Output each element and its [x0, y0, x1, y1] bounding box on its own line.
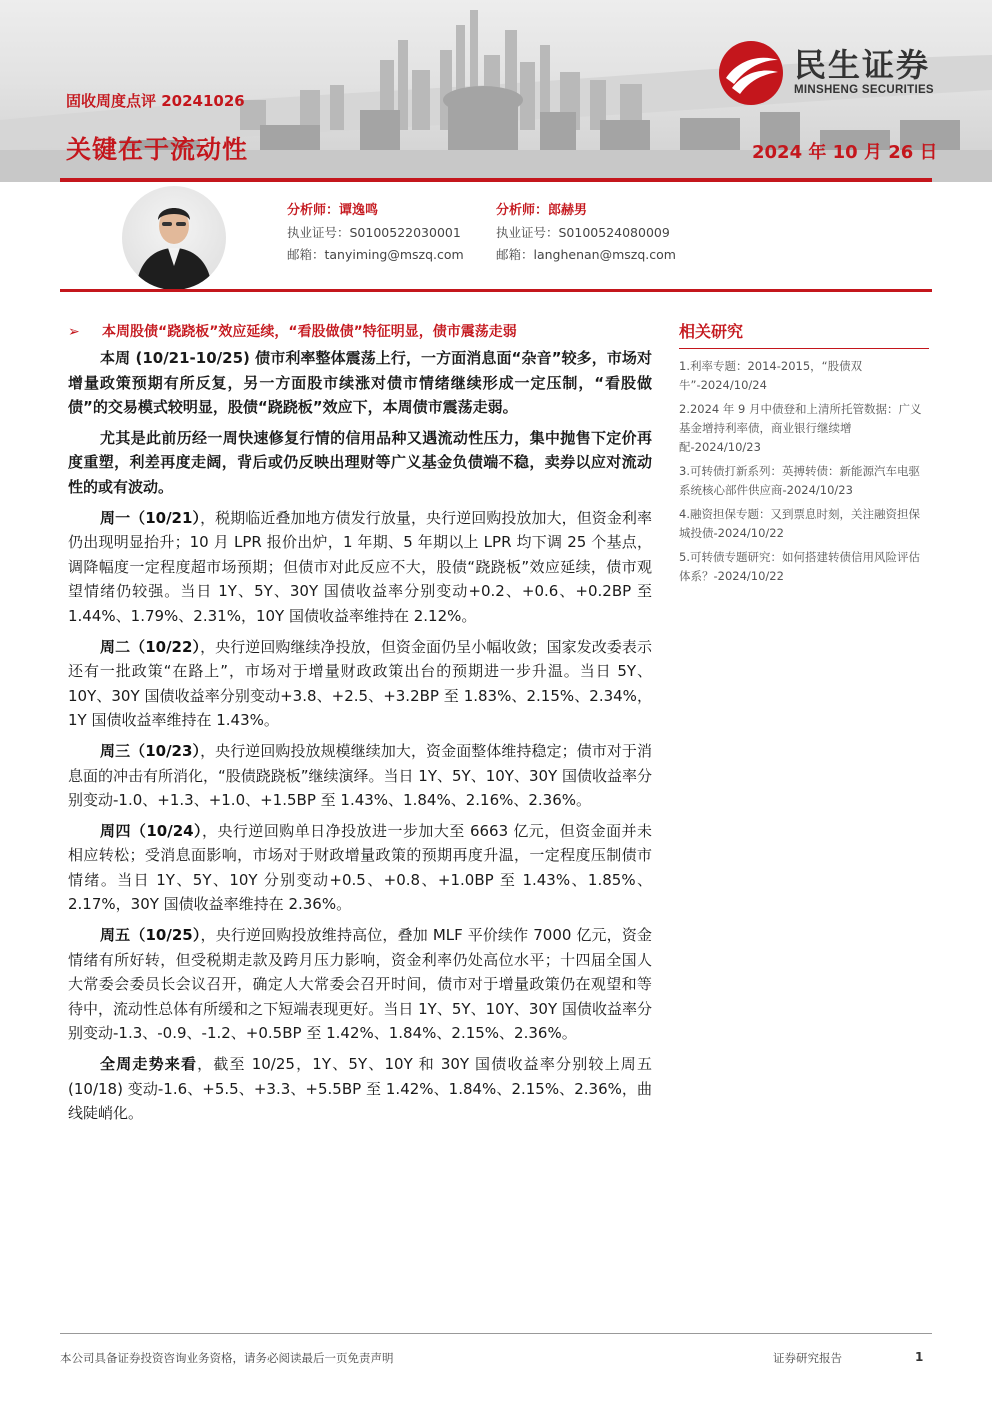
analyst-1-name: 分析师：谭逸鸣 [287, 203, 379, 218]
header-banner [0, 0, 992, 182]
paragraph-lead: 周二（10/22） [100, 637, 201, 656]
paragraph-summary-2: 尤其是此前历经一周快速修复行情的信用品种又遇流动性压力，集中抛售下定价再度重塑，利差再度走阔，背后或仍反映出理财等广义基金负债端不稳，卖券以应对流动性的或有波动。 [68, 428, 652, 496]
section-heading [68, 318, 652, 346]
person-photo-icon [122, 186, 226, 290]
analyst-2 [496, 200, 676, 266]
paragraph-lead: 周一（10/21） [100, 508, 201, 527]
paragraph-lead: 周五（10/25） [100, 926, 201, 945]
paragraph-summary-1: 本周 (10/21-10/25) 债市利率整体震荡上行，一方面消息面“杂音”较多，市场对增量政策预期有所反复，另一方面股市续涨对债市情绪继续形成一定压制，“看股做债”的交易模式较明显，股债“跷跷板”效应下，本周债市震荡走弱。 [68, 349, 652, 417]
paragraph-friday: 周五（10/25），央行逆回购投放维持高位，叠加 MLF 平价续作 7000 亿元，资金情绪有所好转，但受税期走款及跨月压力影响，资金利率仍处高位水平；十四届全国人大常委会委员长会议召开，确定人大常委会召开时间，债市对于增量政策仍在观望和等待中，流动性总体有所缓和之下短端表现更好。当日 1Y、5Y、10Y、30Y 国债收益率分别变动-1.3、-0.9、-1.2、+0.5BP 至 1.42%、1.84%、2.15%、2.36%。 [68, 926, 652, 1043]
related-research-item[interactable]: 4.融资担保专题：又到票息时刻，关注融资担保城投债-2024/10/22 [679, 507, 920, 540]
logo-chinese-name: 民生证券 [794, 46, 931, 84]
analyst-1-cert: 执业证号：S0100522030001 [287, 225, 461, 240]
related-research-item[interactable]: 3.可转债打新系列：英搏转债：新能源汽车电驱系统核心部件供应商-2024/10/23 [679, 464, 920, 497]
page-number: 1 [915, 1350, 924, 1364]
company-logo [716, 38, 966, 108]
paragraph-weekly-summary: 全周走势来看，截至 10/25，1Y、5Y、10Y 和 30Y 国债收益率分别较上周五 (10/18) 变动-1.6、+5.5、+3.3、+5.5BP 至 1.42%、1.84%、2.15%、2.36%，曲线陡峭化。 [68, 1055, 652, 1123]
footer-disclaimer: 本公司具备证券投资咨询业务资格，请务必阅读最后一页免责声明 [60, 1351, 394, 1365]
analyst-2-cert: 执业证号：S0100524080009 [496, 225, 670, 240]
minsheng-logo-icon [716, 38, 786, 108]
related-research-item[interactable]: 1.利率专题：2014-2015，“股债双牛”-2024/10/24 [679, 359, 863, 392]
header-divider [60, 178, 932, 182]
analyst-2-email[interactable]: 邮箱：langhenan@mszq.com [496, 247, 676, 262]
related-research-title: 相关研究 [679, 322, 744, 341]
report-type: 固收周度点评 20241026 [66, 92, 245, 110]
logo-english-name: MINSHENG SECURITIES [794, 84, 934, 96]
footer-report-label: 证券研究报告 [773, 1351, 842, 1365]
analyst-1 [287, 200, 464, 266]
section-heading-text: 本周股债“跷跷板”效应延续，“看股做债”特征明显，债市震荡走弱 [102, 324, 517, 340]
sidebar-divider [679, 348, 929, 349]
paragraph-monday: 周一（10/21），税期临近叠加地方债发行放量，央行逆回购投放加大，但资金利率仍出现明显抬升；10 月 LPR 报价出炉，1 年期、5 年期以上 LPR 均下调 25 个基点，调降幅度一定程度超市场预期；但债市对此反应不大，股债“跷跷板”效应延续，债市观望情绪仍较强。当日 1Y、5Y、30Y 国债收益率分别变动+0.2、+0.6、+0.2BP 至 1.44%、1.79%、2.31%，10Y 国债收益率维持在 2.12%。 [68, 508, 652, 625]
analyst-1-email[interactable]: 邮箱：tanyiming@mszq.com [287, 247, 464, 262]
report-date: 2024 年 10 月 26 日 [752, 142, 938, 163]
paragraph-lead: 周四（10/24） [100, 821, 202, 840]
main-content [68, 318, 652, 1132]
related-research-item[interactable]: 2.2024 年 9 月中债登和上清所托管数据：广义基金增持利率债，商业银行继续增配-2024/10/23 [679, 402, 922, 454]
arrow-bullet-icon: ➢ [68, 324, 80, 340]
paragraph-wednesday: 周三（10/23），央行逆回购投放规模继续加大，资金面整体维持稳定；债市对于消息面的冲击有所消化，“股债跷跷板”继续演绎。当日 1Y、5Y、10Y、30Y 国债收益率分别变动-1.0、+1.3、+1.0、+1.5BP 至 1.43%、1.84%、2.16%、2.36%。 [68, 741, 652, 810]
paragraph-lead: 全周走势来看 [100, 1055, 198, 1074]
paragraph-tuesday: 周二（10/22），央行逆回购继续净投放，但资金面仍呈小幅收敛；国家发改委表示还有一批政策“在路上”，市场对于增量财政政策出台的预期进一步升温。当日 5Y、10Y、30Y 国债收益率分别变动+3.8、+2.5、+3.2BP 至 1.83%、2.15%、2.34%，1Y 国债收益率维持在 1.43%。 [68, 637, 652, 730]
footer-divider [60, 1333, 932, 1334]
paragraph-thursday: 周四（10/24），央行逆回购单日净投放进一步加大至 6663 亿元，但资金面并未相应转松；受消息面影响，市场对于财政增量政策的预期再度升温，一定程度压制债市情绪。当日 1Y、5Y、10Y 分别变动+0.5、+0.8、+1.0BP 至 1.43%、1.85%、2.17%，30Y 国债收益率维持在 2.36%。 [68, 821, 652, 914]
related-research-sidebar [679, 318, 929, 591]
report-title: 关键在于流动性 [66, 135, 249, 164]
analyst-avatar [122, 186, 226, 290]
paragraph-lead: 周三（10/23） [100, 741, 201, 760]
analyst-divider [60, 289, 932, 292]
related-research-item[interactable]: 5.可转债专题研究：如何搭建转债信用风险评估体系？-2024/10/22 [679, 550, 920, 583]
analyst-2-name: 分析师：郎赫男 [496, 203, 588, 218]
